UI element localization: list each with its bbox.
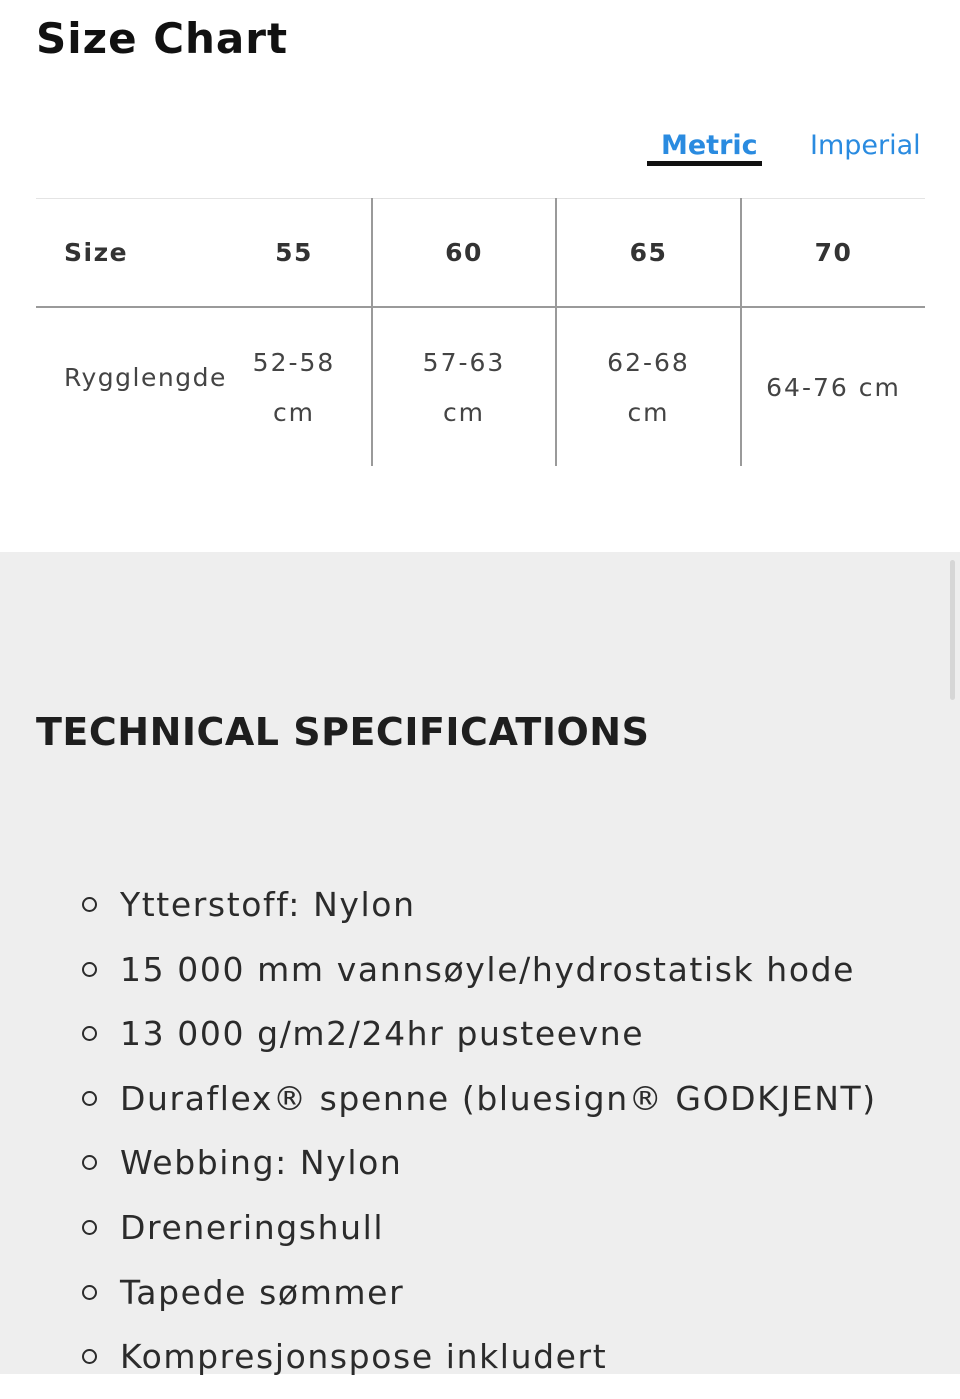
spec-item [80, 947, 877, 1012]
scrollbar-thumb[interactable] [950, 560, 955, 700]
size-value-55-line1: 52-58 [252, 348, 336, 377]
spec-item [80, 1076, 877, 1141]
size-value-60-line2: cm [442, 398, 486, 427]
size-chart-title: Size Chart [36, 14, 289, 63]
tab-metric[interactable]: Metric [661, 130, 758, 161]
size-value-60-line1: 57-63 [422, 348, 506, 377]
size-header-65: 65 [629, 238, 668, 267]
spec-item-text: Webbing: Nylon [120, 1143, 403, 1183]
bullet-circle-icon [82, 962, 97, 977]
bullet-circle-icon [82, 1349, 97, 1364]
size-header-60: 60 [445, 238, 483, 267]
bullet-circle-icon [82, 1285, 97, 1300]
bullet-circle-icon [82, 1026, 97, 1041]
unit-tabs [0, 128, 960, 178]
technical-specs-title: TECHNICAL SPECIFICATIONS [36, 710, 650, 754]
spec-item-text: Duraflex® spenne (bluesign® GODKJENT) [120, 1078, 877, 1118]
size-header-label: Size [64, 238, 129, 267]
table-top-rule [36, 198, 925, 199]
spec-item [80, 1205, 877, 1270]
active-tab-indicator [647, 161, 762, 166]
spec-item [80, 1334, 877, 1399]
size-header-70: 70 [814, 238, 853, 267]
table-header-rule [36, 306, 925, 308]
size-header-55: 55 [275, 238, 313, 267]
size-chart-section [0, 0, 960, 552]
spec-item-text: Kompresjonspose inkludert [120, 1337, 608, 1377]
spec-item [80, 1140, 877, 1205]
spec-item-text: Tapede sømmer [120, 1272, 405, 1312]
row-label-rygglengde: Rygglengde [64, 363, 227, 392]
spec-item [80, 882, 877, 947]
spec-list [80, 882, 877, 1399]
size-column-55-clipped [252, 198, 370, 466]
technical-specs-section [0, 552, 960, 1377]
size-value-70: 64-76 cm [766, 373, 901, 402]
size-value-55-line2: cm [272, 398, 316, 427]
size-value-65-line1: 62-68 [607, 348, 690, 377]
bullet-circle-icon [82, 1155, 97, 1170]
spec-item-text: 13 000 g/m2/24hr pusteevne [120, 1014, 645, 1054]
spec-item [80, 1270, 877, 1335]
bullet-circle-icon [82, 1220, 97, 1235]
spec-item [80, 1011, 877, 1076]
bullet-circle-icon [82, 1091, 97, 1106]
spec-item-text: 15 000 mm vannsøyle/hydrostatisk hode [120, 949, 856, 989]
tab-imperial[interactable]: Imperial [810, 130, 921, 161]
bullet-circle-icon [82, 897, 97, 912]
spec-item-text: Dreneringshull [120, 1207, 385, 1247]
size-table[interactable] [36, 198, 925, 466]
spec-item-text: Ytterstoff: Nylon [120, 885, 416, 924]
size-value-65-line2: cm [627, 398, 670, 427]
